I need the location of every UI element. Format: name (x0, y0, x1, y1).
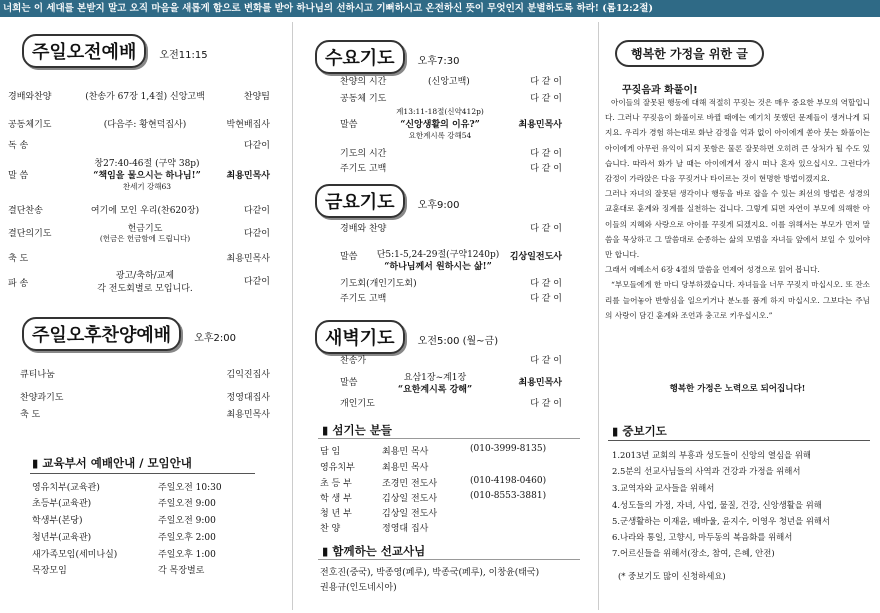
prayer-item: 5.군생활하는 이재윤, 배바울, 윤지수, 이영우 청년을 위해서 (612, 516, 831, 526)
service-row-label: 결단의기도 (8, 229, 52, 239)
article-paragraph: 그러나 자녀의 잘못된 생각이나 행동을 바로 잡을 수 있는 최선의 방법은 성경의 교훈대로 훈계와 징계를 실천하는 겁니다. 그렇게 되면 자연이 부모에 의해한 아이들의 지혜와 사랑으로 아이를 꾸짖게 되겠지요. 이를 위해서는 부모가 먼저 말씀을 묵상하고 그 말씀대로 순종하는 삶의 모범을 자녀들 앞에서 보일 수 있어야만 합니다. (605, 189, 870, 260)
service-row-leader: 정영대집사 (226, 393, 270, 403)
prayer-item: 7.어르신들을 위해서(장소, 참여, 은혜, 안전) (612, 548, 775, 558)
service-row-leader: 다 같 이 (530, 94, 562, 104)
service-row-leader: 최용민목사 (518, 120, 562, 130)
sunday-am-title: 주일오전예배 (22, 34, 146, 68)
service-row-detail: 여기에 모인 우리(찬620장) (90, 206, 200, 216)
service-row-leader: 다 같 이 (530, 399, 562, 409)
sermon-passage: 창27:40-46절 (구약 38p) (94, 159, 200, 169)
service-row-detail: 각 전도회별로 모입니다. (97, 284, 193, 294)
service-row-label: 찬양과기도 (20, 393, 64, 403)
service-row-leader: 최용민목사 (226, 254, 270, 264)
column-divider (292, 22, 293, 610)
servant-role: 청 년 부 (320, 509, 352, 519)
article-title: 행복한 가정을 위한 글 (615, 40, 764, 67)
service-row-label: 주기도 고백 (340, 294, 387, 304)
sermon-passage: 요삼1장~계1장 (403, 373, 467, 383)
scripture-banner: 너희는 이 세대를 본받지 말고 오직 마음을 새롭게 함으로 변화를 받아 하나님의 선하시고 기뻐하시고 온전하신 뜻이 무엇인지 분별하도록 하라! (롬12:2절) (0, 0, 880, 17)
sunday-am-time: 오전11:15 (159, 50, 208, 61)
missionaries-line: 권용규(인도네시아) (320, 583, 397, 593)
article-subtitle: 꾸짖음과 화풀이! (622, 85, 698, 96)
wednesday-time: 오후7:30 (417, 56, 460, 67)
dawn-time: 오전5:00 (월~금) (417, 336, 499, 347)
sermon-series: 요한계시록 강해54 (408, 131, 472, 140)
prayer-item: 6.나라와 통일, 고향시, 마두동의 복음화를 위해서 (612, 532, 793, 542)
servant-phone: (010-4198-0460) (470, 476, 547, 486)
education-name: 새가족모임(세미나실) (32, 550, 118, 560)
sunday-pm-time: 오후2:00 (194, 333, 236, 344)
dawn-title: 새벽기도 (315, 320, 405, 354)
education-name: 초등부(교육관) (32, 499, 92, 509)
service-row-label: 주기도 고백 (340, 164, 387, 174)
servant-role: 찬 양 (320, 524, 341, 534)
article-quote: “부모들에게 한 마디 당부하겠습니다. 자녀들을 너무 꾸짖지 마십시오. 또 잔소리를 늘어놓아 반항심을 일으키거나 분노를 품게 하지 마십시오. 그보다는 주님의 사랑이 담긴 훈계와 조언과 충고로 키우십시오.” (605, 280, 870, 320)
education-name: 청년부(교육관) (32, 533, 92, 543)
servant-name: 김상일 전도사 (382, 509, 438, 519)
service-row-leader: 다같이 (243, 229, 270, 239)
service-row-leader: 다같이 (243, 206, 270, 216)
servant-role: 학 생 부 (320, 494, 352, 504)
prayer-item: 3.교역자와 교사들을 위해서 (612, 483, 715, 493)
service-row-leader: 박현배집사 (226, 120, 270, 130)
service-row-label: 말씀 (340, 378, 358, 388)
service-row-leader: 다 같 이 (530, 164, 562, 174)
service-row-label: 말 씀 (8, 171, 29, 181)
service-row-label: 기도의 시간 (340, 149, 387, 159)
service-row-detail: 광고/축하/교제 (115, 271, 175, 281)
sermon-title: “책임을 물으시는 하나님!” (93, 171, 201, 181)
service-row-leader: 다같이 (243, 141, 270, 151)
service-row-label: 공동체 기도 (340, 94, 387, 104)
education-name: 학생부(본당) (32, 516, 83, 526)
service-row-label: 기도회(개인기도회) (340, 279, 417, 289)
section-marker-icon: ▮ (612, 424, 619, 438)
sunday-pm-title: 주일오후찬양예배 (22, 317, 181, 351)
service-row-leader: 다 같 이 (530, 224, 562, 234)
friday-title: 금요기도 (315, 184, 405, 218)
service-row-label: 경배와찬양 (8, 92, 52, 102)
service-row-leader: 찬양팀 (243, 92, 270, 102)
column-divider (598, 22, 599, 610)
article-paragraph: 아이들의 잘못된 행동에 대해 적절히 꾸짖는 것은 매우 중요한 부모의 역할입니다. 그러나 꾸짖음이 화풀이로 바뀔 때에는 예기치 못했던 문제들이 생겨나게 되지요. 우리가 경험 하는대로 화난 감정을 억과 없이 아이에게 쏟아 붓는 화풀이는 아이에게 아무런 유익이 되지 못함은 물론 잘못하면 오히려 큰 상처가 될 수도 있습니다. 따라서 화가 날 때는 아이에게서 잠시 떠나 혼자 있으십시오. 그런다가 감정이 가라앉은 다음 꾸짖거나 타이르는 것이 현명한 방법이겠지요. (605, 98, 870, 184)
friday-time: 오후9:00 (417, 200, 460, 211)
service-row-leader: 다 같 이 (530, 149, 562, 159)
service-row-note: (헌금은 헌금함에 드립니다) (99, 234, 191, 243)
service-row-label: 말씀 (340, 120, 358, 130)
education-time: 주일오전 10:30 (158, 483, 222, 493)
prayer-note: (* 중보기도 많이 신청하세요) (618, 571, 726, 581)
sermon-title: “하나님께서 원하시는 삶!” (384, 262, 492, 272)
servant-name: 김상일 전도사 (382, 494, 438, 504)
servant-name: 조경민 전도사 (382, 479, 438, 489)
service-row-label: 찬양의 시간 (340, 77, 387, 87)
service-row-label: 축 도 (8, 254, 29, 264)
service-row-label: 찬송가 (340, 356, 367, 366)
service-row-leader: 최용민목사 (226, 171, 270, 181)
service-row-leader: 다 같 이 (530, 356, 562, 366)
servant-name: 최용민 목사 (382, 463, 429, 473)
service-row-detail: 헌금기도 (127, 224, 163, 234)
article-closing: 행복한 가정은 노력으로 되어집니다! (669, 384, 806, 394)
service-row-leader: 김익진집사 (226, 370, 270, 380)
education-name: 목장모임 (32, 566, 67, 576)
prayer-title: 중보기도 (622, 424, 667, 438)
service-row-leader: 최용민목사 (518, 378, 562, 388)
section-marker-icon: ▮ (32, 456, 39, 470)
section-marker-icon: ▮ (322, 423, 329, 437)
service-row-label: 말씀 (340, 252, 358, 262)
service-row-detail: (찬송가 67장 1,4절) 신앙고백 (85, 92, 205, 102)
servant-phone: (010-8553-3881) (470, 491, 547, 501)
education-time: 주일오후 1:00 (158, 550, 216, 560)
education-time: 주일오전 9:00 (158, 499, 216, 509)
service-row-label: 큐티나눔 (20, 370, 55, 380)
service-row-leader: 다 같 이 (530, 279, 562, 289)
service-row-label: 개인기도 (340, 399, 375, 409)
education-name: 영유치부(교육관) (32, 483, 100, 493)
service-row-leader: 최용민목사 (226, 410, 270, 420)
sermon-series: 찬세기 강해63 (122, 182, 172, 191)
service-row-leader: 다같이 (243, 277, 270, 287)
servant-role: 영유치부 (320, 463, 355, 473)
education-time: 각 목장별로 (158, 566, 205, 576)
service-row-label: 경배와 찬양 (340, 224, 387, 234)
sermon-title: “신앙생활의 이유?” (400, 120, 480, 130)
section-marker-icon: ▮ (322, 544, 329, 558)
service-row-leader: 김상일전도사 (509, 252, 562, 262)
service-row-label: 공동체기도 (8, 120, 52, 130)
prayer-item: 2.5분의 선교사님들의 사역과 건강과 가정을 위해서 (612, 466, 801, 476)
servant-role: 초 등 부 (320, 479, 352, 489)
servant-role: 담 임 (320, 447, 341, 457)
prayer-item: 4.성도들의 가정, 자녀, 사업, 물질, 건강, 신앙생활을 위해 (612, 500, 822, 510)
servant-name: 최용민 목사 (382, 447, 429, 457)
missionaries-title: 함께하는 선교사님 (332, 544, 426, 558)
service-row-leader: 다 같 이 (530, 294, 562, 304)
service-row-label: 독 송 (8, 141, 29, 151)
prayer-item: 1.2013년 교회의 부흥과 성도들이 신앙의 열심을 위해 (612, 450, 811, 460)
missionaries-line: 전호진(중국), 박종영(페루), 박종국(페루), 이창윤(태국) (320, 568, 540, 578)
sermon-passage: 계13:11-18절(신약412p) (396, 107, 484, 116)
sermon-title: “요한계시록 강해” (397, 385, 473, 395)
education-time: 주일오후 2:00 (158, 533, 216, 543)
service-row-detail: (신앙고백) (428, 77, 470, 87)
service-row-label: 축 도 (20, 410, 41, 420)
servants-title: 섬기는 분들 (332, 423, 392, 437)
article-paragraph: 그래서 에베소서 6장 4절의 말씀을 언제어 성경으로 읽어 봅니다. (605, 265, 820, 275)
wednesday-title: 수요기도 (315, 40, 405, 74)
education-title: 교육부서 예배안내 / 모임안내 (42, 456, 192, 470)
service-row-leader: 다 같 이 (530, 77, 562, 87)
service-row-detail: (다음주: 황현덕집사) (103, 120, 187, 130)
sermon-passage: 단5:1-5,24-29절(구약1240p) (376, 250, 500, 260)
servant-phone: (010-3999-8135) (470, 444, 547, 454)
service-row-label: 파 송 (8, 279, 29, 289)
service-row-label: 결단찬송 (8, 206, 43, 216)
education-time: 주일오전 9:00 (158, 516, 216, 526)
servant-name: 정영대 집사 (382, 524, 429, 534)
